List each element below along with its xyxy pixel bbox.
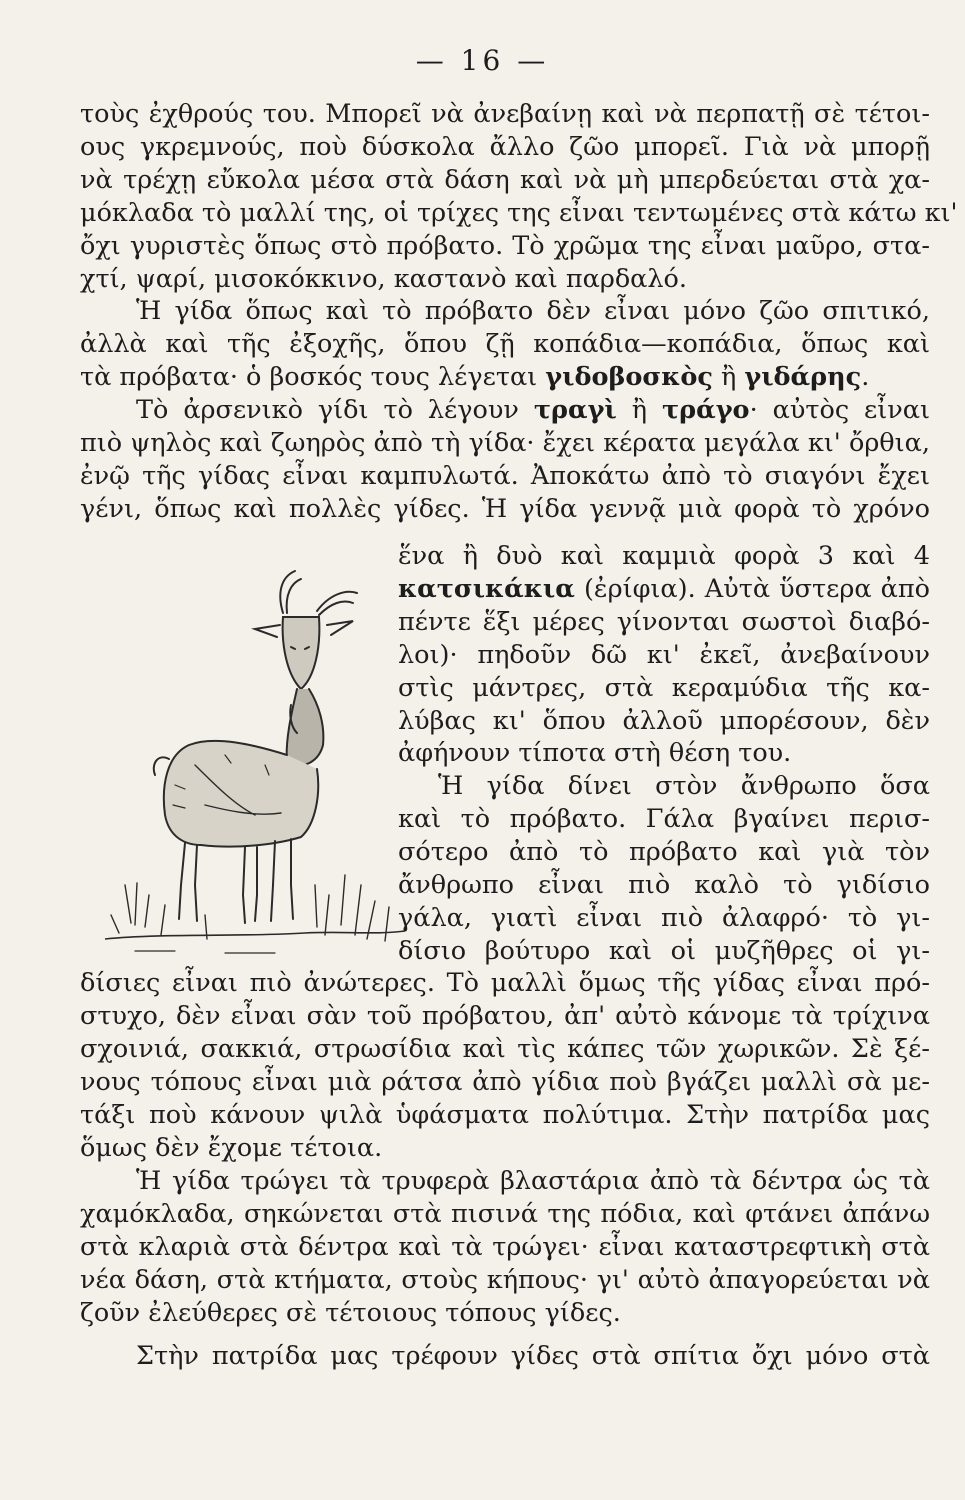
paragraph-5 — [80, 1165, 930, 1330]
text-line: στὰ κλαριὰ στὰ δέντρα καὶ τὰ τρώγει· εἶναι καταστρεφτικὴ στὰ — [80, 1231, 930, 1262]
text-run: (ἐρίφια). Αὐτὰ ὕστερα ἀπὸ — [574, 573, 930, 604]
bold-term: τραγὶ — [533, 395, 617, 425]
text-run: τὰ πρόβατα· ὁ βοσκός τους λέγεται — [80, 361, 546, 392]
text-line: ἕνα ἢ δυὸ καὶ καμμιὰ φορὰ 3 καὶ 4 — [398, 541, 930, 571]
text-line: ἐνῷ τῆς γίδας εἶναι καμπυλωτά. Ἀποκάτω ἀπὸ τὸ σιαγόνι ἔχει — [80, 460, 930, 491]
text-line: λοι)· πηδοῦν δῶ κι' ἐκεῖ, ἀνεβαίνουν — [398, 639, 930, 670]
text-run: . — [861, 361, 870, 392]
paragraph-2 — [80, 295, 930, 394]
text-line-mixed — [80, 361, 930, 394]
text-line: σότερο ἀπὸ τὸ πρόβατο καὶ γιὰ τὸν — [398, 837, 930, 868]
page-number: — 16 — — [415, 44, 550, 77]
text-run: · αὐτὸς εἶναι — [749, 395, 930, 425]
text-line: ἄνθρωπο εἶναι πιὸ καλὸ τὸ γιδίσιο — [398, 870, 930, 901]
text-line: ους γκρεμνούς, ποὺ δύσκολα ἄλλο ζῶο μπορεῖ. Γιὰ νὰ μπορῇ — [80, 131, 930, 162]
text-line: ἀλλὰ καὶ τῆς ἐξοχῆς, ὅπου ζῇ κοπάδια—κοπάδια, ὅπως καὶ — [80, 328, 930, 359]
text-line: νους τόπους εἶναι μιὰ ράτσα ἀπὸ γίδια ποὺ βγάζει μαλλὶ σὰ με- — [80, 1066, 930, 1097]
text-line: μόκλαδα τὸ μαλλί της, οἱ τρίχες της εἶναι τεντωμένες στὰ κάτω κι' — [80, 197, 958, 228]
text-line: Ἡ γίδα δίνει στὸν ἄνθρωπο ὅσα — [438, 771, 930, 802]
text-line: πέντε ἕξι μέρες γίνονται σωστοὶ διαβό- — [398, 606, 930, 637]
text-line: στὶς μάντρες, στὰ κεραμύδια τῆς κα- — [398, 672, 930, 703]
goat-illustration — [105, 555, 405, 960]
text-line: λύβας κι' ὅπου ἀλλοῦ μπορέσουν, δὲν — [398, 705, 930, 736]
text-line: νέα δάση, στὰ κτήματα, στοὺς κήπους· γι' αὐτὸ ἀπαγορεύεται νὰ — [80, 1264, 930, 1295]
paragraph-1 — [80, 98, 958, 295]
text-beside-illustration — [398, 540, 930, 968]
text-line: στυχο, δὲν εἶναι σὰν τοῦ πρόβατου, ἀπ' αὐτὸ κάνομε τὰ τρίχινα — [80, 1000, 930, 1031]
text-run: Τὸ ἀρσενικὸ γίδι τὸ λέγουν — [136, 395, 534, 425]
text-line: καὶ τὸ πρόβατο. Γάλα βγαίνει περισ- — [398, 804, 930, 835]
text-line: ὅμως δὲν ἔχομε τέτοια. — [80, 1132, 383, 1163]
text-line: Ἡ γίδα ὅπως καὶ τὸ πρόβατο δὲν εἶναι μόνο ζῶο σπιτικό, — [136, 296, 930, 326]
text-line: νὰ τρέχῃ εὔκολα μέσα στὰ δάση καὶ νὰ μὴ μπερδεύεται στὰ χα- — [80, 164, 930, 195]
paragraph-3 — [80, 394, 930, 526]
text-line: ὄχι γυριστὲς ὅπως στὸ πρόβατο. Τὸ χρῶμα της εἶναι μαῦρο, στα- — [80, 230, 930, 261]
text-line: χτί, ψαρί, μισοκόκκινο, καστανὸ καὶ παρδαλό. — [80, 263, 688, 294]
paragraph-6 — [80, 1340, 930, 1373]
text-line: Στὴν πατρίδα μας τρέφουν γίδες στὰ σπίτια ὄχι μόνο στὰ — [136, 1341, 930, 1371]
text-line: γάλα, γιατὶ εἶναι πιὸ ἀλαφρό· τὸ γι- — [398, 902, 930, 933]
text-line: τοὺς ἐχθρούς του. Μπορεῖ νὰ ἀνεβαίνῃ καὶ νὰ περπατῇ σὲ τέτοι- — [80, 99, 930, 129]
text-line-mixed — [398, 573, 930, 606]
text-line: σχοινιά, σακκιά, στρωσίδια καὶ τὶς κάπες τῶν χωρικῶν. Σὲ ξέ- — [80, 1033, 930, 1064]
paragraph-4 — [80, 967, 930, 1164]
text-line: χαμόκλαδα, σηκώνεται στὰ πισινά της πόδια, καὶ φτάνει ἀπάνω — [80, 1198, 930, 1229]
text-run: ἢ — [616, 395, 662, 425]
bold-term: γιδοβοσκὸς — [545, 361, 713, 392]
text-line: γένι, ὅπως καὶ πολλὲς γίδες. Ἡ γίδα γεννᾷ μιὰ φορὰ τὸ χρόνο — [80, 493, 930, 524]
bold-term: γιδάρης — [744, 361, 862, 392]
text-line: ἀφήνουν τίποτα στὴ θέση του. — [398, 738, 792, 769]
text-line: ζοῦν ἐλεύθερες σὲ τέτοιους τόπους γίδες. — [80, 1297, 621, 1328]
goat-drawing — [105, 555, 405, 960]
text-run: ἢ — [712, 361, 745, 392]
text-line: δίσιο βούτυρο καὶ οἱ μυζῆθρες οἱ γι- — [398, 935, 930, 966]
text-line: δίσιες εἶναι πιὸ ἀνώτερες. Τὸ μαλλὶ ὅμως τῆς γίδας εἶναι πρό- — [80, 968, 930, 998]
text-line: Ἡ γίδα τρώγει τὰ τρυφερὰ βλαστάρια ἀπὸ τὰ δέντρα ὡς τὰ — [136, 1166, 930, 1196]
text-line-mixed — [80, 394, 930, 427]
text-line: πιὸ ψηλὸς καὶ ζωηρὸς ἀπὸ τὴ γίδα· ἔχει κέρατα μεγάλα κι' ὄρθια, — [80, 427, 930, 458]
bold-term: τράγο — [661, 395, 750, 425]
text-line: τάξι ποὺ κάνουν ψιλὰ ὑφάσματα πολύτιμα. Στὴν πατρίδα μας — [80, 1099, 930, 1130]
bold-term: κατσικάκια — [398, 573, 575, 604]
